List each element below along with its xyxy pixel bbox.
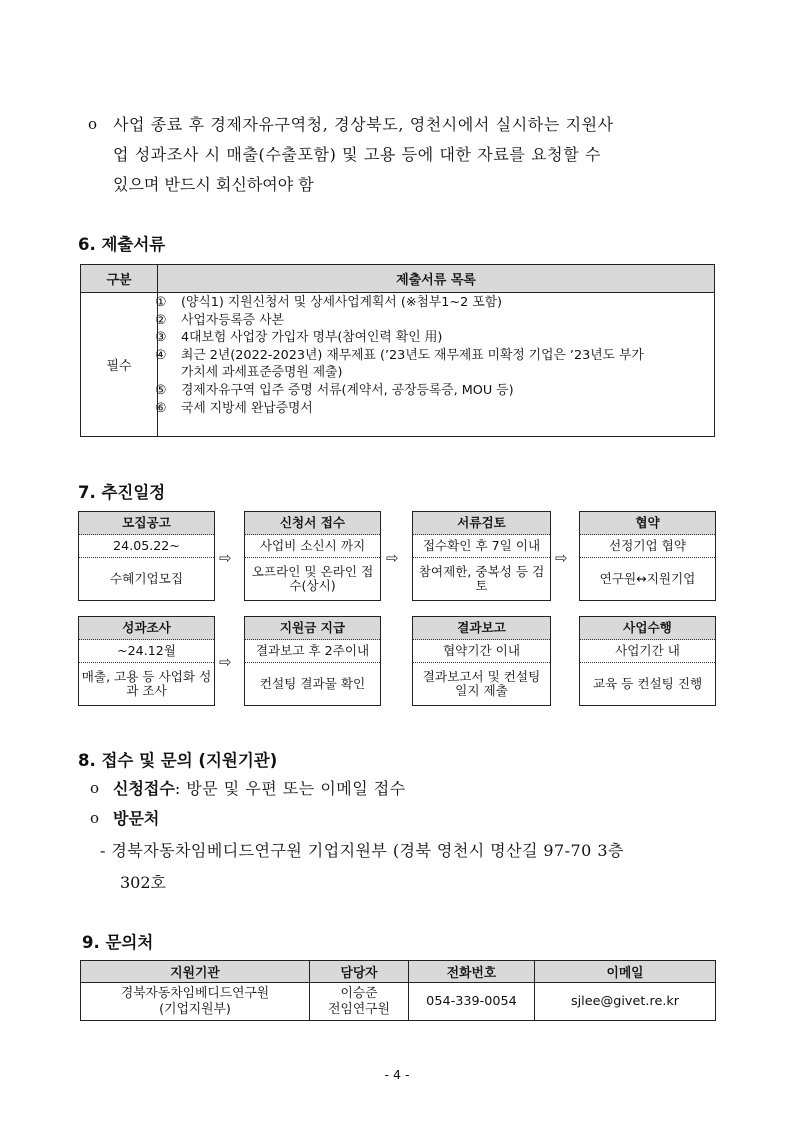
page-number: - 4 -	[384, 1067, 410, 1082]
schedule-step-recruit	[78, 511, 215, 601]
list-item	[155, 364, 644, 382]
step-title: 협약	[580, 512, 715, 535]
bullet-marker: o	[88, 115, 98, 133]
person-title: 전임연구원	[328, 1001, 390, 1017]
arrow-right-icon: ⇨	[219, 549, 232, 567]
section-7-heading: 7. 추진일정	[78, 483, 166, 502]
schedule-step-payment	[244, 616, 381, 706]
item-text: 최근 2년(2022-2023년) 재무제표 (’23년도 재무제표 미확정 기업은 ’23년도 부가	[181, 347, 644, 363]
schedule-step-apply	[244, 511, 381, 601]
contact-table	[80, 960, 716, 1021]
person-name: 이승준	[340, 985, 378, 1001]
step-desc: 참여제한, 중복성 등 검토	[418, 564, 545, 593]
list-item	[155, 347, 644, 365]
item-number	[155, 364, 181, 382]
list-item	[155, 400, 644, 418]
receipt-label: 신청접수	[113, 779, 175, 798]
intro-paragraph	[88, 112, 728, 202]
item-text: 가치세 과세표준증명원 제출)	[181, 365, 343, 381]
list-item	[155, 329, 644, 347]
col-header-person: 담당자	[310, 961, 409, 983]
item-number: ⑥	[155, 400, 167, 416]
step-desc: 연구원↔지원기업	[599, 571, 696, 586]
category-required: 필수	[81, 293, 158, 437]
step-date: 선정기업 협약	[580, 535, 715, 558]
item-text: 사업자등록증 사본	[181, 312, 284, 328]
step-desc: 교육 등 컨설팅 진행	[592, 676, 703, 691]
arrow-right-icon: ⇨	[219, 653, 232, 671]
email-cell: sjlee@givet.re.kr	[535, 983, 716, 1021]
item-number: ④	[155, 347, 167, 363]
schedule-step-performance	[78, 616, 215, 706]
step-desc: 오프라인 및 온라인 접수(상시)	[251, 564, 374, 593]
receipt-line	[113, 776, 406, 799]
item-number: ②	[155, 312, 167, 328]
documents-list	[155, 294, 644, 417]
section-8-heading: 8. 접수 및 문의 (지원기관)	[78, 751, 278, 770]
step-title: 신청서 접수	[245, 512, 380, 535]
address-line-2: 302호	[120, 873, 166, 892]
step-date: 접수확인 후 7일 이내	[413, 535, 550, 558]
address-line-1: - 경북자동차임베디드연구원 기업지원부 (경북 영천시 명산길 97-70 3층	[100, 841, 624, 860]
section-9-heading: 9. 문의처	[82, 933, 154, 952]
schedule-step-agreement	[579, 511, 716, 601]
bullet-marker: o	[90, 809, 100, 827]
intro-line-3: 있으며 반드시 회신하여야 함	[113, 175, 314, 194]
step-title: 성과조사	[79, 617, 214, 640]
item-text: 경제자유구역 입주 증명 서류(계약서, 공장등록증, MOU 등)	[181, 382, 514, 398]
item-number: ①	[155, 295, 167, 310]
step-date: 24.05.22~	[79, 535, 214, 558]
schedule-step-report	[412, 616, 551, 706]
step-desc: 매출, 고용 등 사업화 성과 조사	[81, 669, 212, 698]
arrow-right-icon: ⇨	[386, 549, 399, 567]
item-number: ⑤	[155, 382, 167, 398]
col-header-email: 이메일	[535, 961, 716, 983]
step-title: 결과보고	[413, 617, 550, 640]
step-date: ~24.12월	[79, 640, 214, 663]
item-number: ③	[155, 330, 167, 346]
step-date: 사업비 소신시 까지	[245, 535, 380, 558]
step-title: 지원금 지급	[245, 617, 380, 640]
step-date: 결과보고 후 2주이내	[245, 640, 380, 663]
section-6-heading: 6. 제출서류	[78, 235, 166, 254]
person-cell	[310, 983, 409, 1021]
col-header-category: 구분	[81, 265, 158, 293]
list-item	[155, 312, 644, 330]
step-desc: 수혜기업모집	[110, 571, 183, 586]
step-date: 협약기간 이내	[413, 640, 550, 663]
step-title: 서류검토	[413, 512, 550, 535]
step-title: 모집공고	[79, 512, 214, 535]
schedule-step-review	[412, 511, 551, 601]
col-header-phone: 전화번호	[409, 961, 535, 983]
org-cell	[81, 983, 310, 1021]
step-desc: 컨설팅 결과물 확인	[259, 676, 366, 691]
item-text: 4대보험 사업장 가입자 명부(참여인력 확인 用)	[181, 330, 443, 346]
intro-line-2: 업 성과조사 시 매출(수출포함) 및 고용 등에 대한 자료를 요청할 수	[113, 145, 601, 164]
visit-label: 방문처	[113, 809, 160, 828]
list-item	[155, 382, 644, 400]
col-header-org: 지원기관	[81, 961, 310, 983]
step-desc: 결과보고서 및 컨설팅 일지 제출	[422, 669, 541, 698]
phone-cell: 054-339-0054	[409, 983, 535, 1021]
bullet-marker: o	[90, 779, 100, 797]
col-header-documents: 제출서류 목록	[158, 265, 715, 293]
intro-line-1: 사업 종료 후 경제자유구역청, 경상북도, 영천시에서 실시하는 지원사	[113, 115, 614, 134]
schedule-step-execution	[579, 616, 716, 706]
step-date: 사업기간 내	[580, 640, 715, 663]
org-name: 경북자동차임베디드연구원	[120, 985, 270, 1001]
receipt-text: : 방문 및 우편 또는 이메일 접수	[174, 779, 406, 798]
item-text: (양식1) 지원신청서 및 상세사업계획서 (※첨부1~2 포함)	[181, 295, 503, 310]
item-text: 국세 지방세 완납증명서	[181, 400, 313, 416]
step-title: 사업수행	[580, 617, 715, 640]
arrow-right-icon: ⇨	[555, 549, 568, 567]
org-dept: (기업지원부)	[159, 1001, 231, 1017]
list-item	[155, 294, 644, 312]
